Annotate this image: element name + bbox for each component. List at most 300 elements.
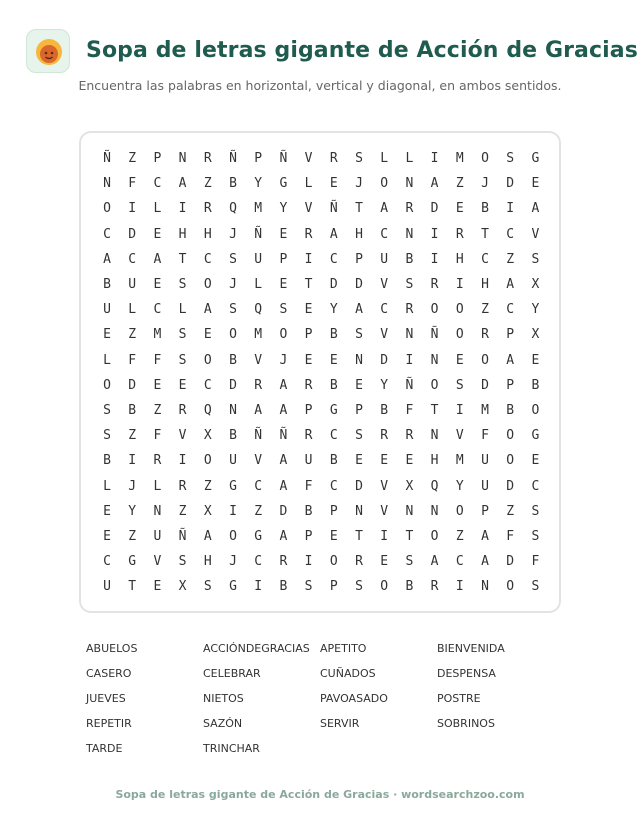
grid-cell: N — [178, 151, 187, 166]
grid-cell: I — [229, 503, 237, 519]
logo — [26, 29, 70, 73]
grid-cell: A — [279, 478, 288, 494]
grid-cell: I — [380, 529, 389, 544]
grid-cell: F — [153, 428, 162, 444]
grid-cell: B — [405, 579, 414, 595]
grid-cell: F — [506, 529, 515, 544]
grid-cell: U — [103, 302, 111, 318]
grid-cell: H — [481, 277, 489, 292]
grid-cell: T — [481, 226, 489, 242]
grid-cell: R — [430, 579, 439, 595]
grid-cell: R — [455, 226, 464, 242]
grid-cell: Q — [430, 478, 439, 494]
grid-cell: T — [405, 529, 414, 544]
grid-cell: B — [103, 453, 111, 469]
grid-cell: X — [531, 277, 540, 292]
grid-cell: O — [229, 327, 237, 343]
grid-cell: I — [178, 201, 187, 217]
grid-cell: B — [229, 428, 237, 444]
grid-cell: O — [506, 428, 515, 444]
grid-cell: O — [203, 277, 212, 292]
grid-cell: A — [481, 554, 489, 570]
grid-cell: E — [455, 352, 464, 368]
grid-cell: O — [430, 529, 439, 544]
grid-cell: P — [355, 251, 363, 267]
grid-cell: Y — [531, 302, 540, 318]
grid-cell: D — [506, 554, 515, 570]
grid-cell: Ñ — [229, 151, 237, 166]
grid-cell: O — [103, 377, 111, 393]
grid-cell: N — [430, 428, 439, 444]
grid-cell: G — [229, 579, 237, 595]
grid-cell: A — [329, 226, 338, 242]
grid-cell: V — [178, 428, 187, 444]
grid-cell: V — [455, 428, 464, 444]
grid-cell: F — [128, 352, 137, 368]
grid-cell: C — [128, 251, 137, 267]
grid-cell: D — [279, 503, 288, 519]
grid-cell: O — [455, 302, 464, 318]
grid-cell: B — [405, 251, 414, 267]
grid-cell: L — [153, 201, 162, 217]
grid-cell: C — [329, 251, 338, 267]
page-header — [0, 0, 640, 110]
grid-cell: S — [279, 302, 288, 318]
grid-cell: A — [355, 302, 363, 318]
grid-cell: N — [430, 503, 439, 519]
grid-cell: L — [380, 151, 389, 166]
grid-cell: P — [355, 403, 363, 418]
grid-cell: S — [178, 327, 187, 343]
grid-cell: H — [203, 554, 212, 570]
grid-cell: S — [506, 151, 515, 166]
grid-cell: T — [355, 201, 363, 217]
grid-cell: A — [430, 176, 439, 192]
grid-cell: E — [380, 453, 389, 469]
grid-cell: R — [178, 478, 187, 494]
grid-cell: X — [203, 503, 212, 519]
grid-cell: T — [304, 277, 313, 292]
grid-cell: R — [304, 428, 313, 444]
grid-cell: Q — [203, 403, 212, 418]
grid-cell: B — [128, 403, 137, 418]
grid-cell: U — [128, 277, 137, 292]
word-list-item: POSTRE — [437, 692, 481, 705]
grid-cell: L — [128, 302, 137, 318]
grid-cell: X — [405, 478, 414, 494]
grid-cell: S — [531, 251, 540, 267]
grid-cell: G — [531, 428, 540, 444]
word-list-item: ACCIÓNDEGRACIAS — [203, 642, 310, 655]
grid-cell: S — [203, 579, 212, 595]
word-list-item: TRINCHAR — [203, 742, 260, 755]
grid-cell: Z — [254, 503, 263, 519]
grid-cell: Z — [506, 251, 515, 267]
grid-cell: O — [203, 453, 212, 469]
grid-cell: Z — [128, 428, 137, 444]
grid-cell: P — [254, 151, 263, 166]
grid-cell: U — [481, 478, 489, 494]
grid-cell: O — [103, 201, 111, 217]
grid-cell: Q — [229, 201, 237, 217]
grid-cell: M — [455, 151, 464, 166]
grid-cell: S — [178, 277, 187, 292]
grid-cell: O — [329, 554, 338, 570]
grid-cell: Q — [254, 302, 263, 318]
grid-cell: O — [455, 327, 464, 343]
grid-cell: I — [128, 201, 137, 217]
grid-cell: P — [506, 327, 515, 343]
grid-cell: C — [153, 176, 162, 192]
grid-cell: S — [355, 579, 363, 595]
grid-cell: E — [380, 554, 389, 570]
grid-cell: D — [128, 226, 137, 242]
grid-cell: D — [430, 201, 439, 217]
grid-cell: G — [531, 151, 540, 166]
grid-cell: P — [329, 503, 338, 519]
grid-cell: H — [178, 226, 187, 242]
grid-cell: Ñ — [405, 377, 414, 393]
grid-cell: N — [481, 579, 489, 595]
grid-cell: O — [430, 302, 439, 318]
pumpkin-pie-face-icon — [33, 36, 65, 68]
grid-cell: I — [405, 352, 414, 368]
grid-cell: B — [103, 277, 111, 292]
grid-cell: F — [405, 403, 414, 418]
grid-cell: F — [153, 352, 162, 368]
page-footer: Sopa de letras gigante de Acción de Gracias · wordsearchzoo.com — [115, 788, 525, 801]
grid-cell: I — [430, 151, 439, 166]
grid-cell: Z — [153, 403, 162, 418]
page-subtitle: Encuentra las palabras en horizontal, vertical y diagonal, en ambos sentidos. — [78, 78, 562, 93]
grid-cell: N — [355, 503, 363, 519]
grid-cell: Y — [128, 503, 137, 519]
grid-cell: B — [380, 403, 389, 418]
grid-cell: E — [531, 352, 540, 368]
grid-cell: O — [380, 176, 389, 192]
grid-cell: O — [279, 327, 288, 343]
grid-cell: P — [329, 579, 338, 595]
grid-cell: H — [455, 251, 464, 267]
grid-cell: E — [153, 226, 162, 242]
grid-cell: O — [506, 579, 515, 595]
grid-cell: Z — [506, 503, 515, 519]
grid-cell: Ñ — [254, 428, 263, 444]
grid-cell: Z — [178, 503, 187, 519]
grid-cell: C — [455, 554, 464, 570]
grid-cell: P — [304, 529, 313, 544]
grid-cell: R — [203, 151, 212, 166]
grid-cell: E — [153, 277, 162, 292]
grid-cell: R — [380, 428, 389, 444]
grid-cell: R — [203, 201, 212, 217]
grid-cell: N — [103, 176, 111, 192]
grid-cell: F — [304, 478, 313, 494]
grid-cell: G — [254, 529, 263, 544]
grid-cell: A — [279, 453, 288, 469]
grid-cell: E — [103, 327, 111, 343]
word-list-item: CUÑADOS — [320, 667, 376, 680]
grid-cell: E — [329, 529, 338, 544]
grid-cell: Ñ — [103, 151, 111, 166]
grid-cell: V — [304, 201, 313, 217]
grid-cell: N — [430, 352, 439, 368]
grid-cell: J — [481, 176, 489, 192]
grid-cell: V — [531, 226, 540, 242]
grid-cell: B — [229, 352, 237, 368]
grid-cell: R — [178, 403, 187, 418]
grid-cell: Z — [128, 529, 137, 544]
grid-cell: R — [405, 201, 414, 217]
grid-cell: I — [430, 251, 439, 267]
grid-cell: R — [153, 453, 162, 469]
word-search-grid — [79, 131, 561, 613]
word-list-item: PAVOASADO — [320, 692, 388, 705]
grid-cell: A — [279, 529, 288, 544]
grid-cell: D — [355, 478, 363, 494]
grid-cell: T — [128, 579, 137, 595]
grid-cell: A — [153, 251, 162, 267]
grid-cell: C — [203, 377, 212, 393]
grid-cell: I — [455, 403, 464, 418]
grid-cell: S — [103, 428, 111, 444]
word-list-item: SERVIR — [320, 717, 360, 730]
grid-cell: O — [455, 503, 464, 519]
grid-cell: A — [506, 352, 515, 368]
grid-cell: R — [405, 302, 414, 318]
grid-cell: I — [304, 554, 313, 570]
grid-cell: C — [380, 226, 389, 242]
grid-cell: O — [506, 453, 515, 469]
grid-cell: Y — [380, 377, 389, 393]
grid-cell: V — [254, 352, 263, 368]
grid-cell: A — [279, 377, 288, 393]
grid-cell: F — [531, 554, 540, 570]
word-list-item: ABUELOS — [86, 642, 138, 655]
grid-cell: U — [304, 453, 313, 469]
grid-cell: V — [380, 478, 389, 494]
grid-cell: T — [430, 403, 439, 418]
grid-cell: V — [380, 327, 389, 343]
grid-cell: E — [103, 529, 111, 544]
word-list-item: SOBRINOS — [437, 717, 495, 730]
grid-cell: O — [203, 352, 212, 368]
grid-cell: R — [430, 277, 439, 292]
grid-cell: P — [506, 377, 515, 393]
grid-cell: N — [405, 176, 414, 192]
grid-cell: A — [178, 176, 187, 192]
grid-cell: I — [178, 453, 187, 469]
grid-cell: C — [506, 226, 515, 242]
grid-cell: Z — [455, 176, 464, 192]
grid-cell: Y — [329, 302, 338, 318]
grid-cell: L — [405, 151, 414, 166]
grid-cell: S — [531, 503, 540, 519]
grid-cell: R — [254, 377, 263, 393]
grid-cell: N — [405, 327, 414, 343]
grid-cell: Ñ — [254, 226, 263, 242]
grid-cell: R — [405, 428, 414, 444]
grid-cell: S — [531, 579, 540, 595]
grid-cell: X — [178, 579, 187, 595]
grid-cell: O — [380, 579, 389, 595]
grid-cell: S — [103, 403, 111, 418]
word-list-item: CELEBRAR — [203, 667, 261, 680]
grid-cell: S — [229, 302, 237, 318]
grid-cell: O — [481, 151, 489, 166]
grid-cell: U — [254, 251, 263, 267]
grid-cell: C — [254, 554, 263, 570]
grid-cell: C — [329, 478, 338, 494]
grid-cell: B — [229, 176, 237, 192]
grid-cell: B — [279, 579, 288, 595]
grid-cell: H — [355, 226, 363, 242]
grid-cell: S — [304, 579, 313, 595]
grid-cell: D — [329, 277, 338, 292]
grid-cell: A — [481, 529, 489, 544]
grid-cell: B — [481, 201, 489, 217]
grid-cell: N — [405, 226, 414, 242]
grid-cell: P — [304, 403, 313, 418]
grid-cell: E — [329, 176, 338, 192]
grid-cell: U — [103, 579, 111, 595]
grid-cell: Z — [128, 327, 137, 343]
grid-cell: E — [531, 453, 540, 469]
grid-cell: I — [304, 251, 313, 267]
grid-cell: O — [531, 403, 540, 418]
grid-cell: Y — [279, 201, 288, 217]
grid-cell: P — [304, 327, 313, 343]
grid-cell: R — [329, 151, 338, 166]
grid-cell: Z — [203, 176, 212, 192]
grid-cell: C — [531, 478, 540, 494]
grid-cell: X — [531, 327, 540, 343]
grid-cell: M — [153, 327, 162, 343]
grid-cell: E — [531, 176, 540, 192]
grid-cell: E — [355, 453, 363, 469]
grid-cell: N — [229, 403, 237, 418]
grid-cell: S — [355, 151, 363, 166]
grid-cell: P — [279, 251, 288, 267]
grid-cell: C — [103, 554, 111, 570]
grid-cell: Ñ — [430, 327, 439, 343]
grid-cell: I — [430, 226, 439, 242]
grid-cell: S — [178, 352, 187, 368]
grid-cell: R — [481, 327, 489, 343]
grid-cell: S — [455, 377, 464, 393]
grid-cell: A — [279, 403, 288, 418]
grid-cell: C — [254, 478, 263, 494]
grid-cell: I — [128, 453, 137, 469]
grid-cell: E — [355, 377, 363, 393]
grid-cell: B — [531, 377, 540, 393]
grid-cell: O — [430, 377, 439, 393]
grid-cell: I — [455, 277, 464, 292]
grid-cell: B — [329, 327, 338, 343]
grid-cell: J — [229, 277, 237, 292]
grid-cell: B — [329, 377, 338, 393]
grid-cell: M — [254, 201, 263, 217]
grid-cell: S — [531, 529, 540, 544]
grid-cell: U — [229, 453, 237, 469]
grid-cell: Y — [455, 478, 464, 494]
grid-cell: T — [355, 529, 363, 544]
grid-cell: E — [153, 579, 162, 595]
grid-cell: E — [304, 302, 313, 318]
grid-cell: S — [229, 251, 237, 267]
grid-cell: L — [254, 277, 263, 292]
grid-cell: C — [380, 302, 389, 318]
grid-cell: Ñ — [279, 151, 288, 166]
grid-cell: G — [128, 554, 137, 570]
word-list-item: NIETOS — [203, 692, 244, 705]
grid-cell: J — [229, 554, 237, 570]
grid-cell: N — [153, 503, 162, 519]
grid-cell: C — [329, 428, 338, 444]
grid-cell: J — [128, 478, 137, 494]
grid-cell: N — [355, 352, 363, 368]
grid-cell: F — [128, 176, 137, 192]
grid-cell: V — [380, 503, 389, 519]
grid-cell: V — [380, 277, 389, 292]
grid-cell: V — [304, 151, 313, 166]
grid-cell: M — [455, 453, 464, 469]
grid-cell: A — [380, 201, 389, 217]
grid-cell: S — [355, 327, 363, 343]
grid-cell: L — [178, 302, 187, 318]
grid-cell: I — [455, 579, 464, 595]
grid-cell: O — [481, 352, 489, 368]
grid-cell: D — [355, 277, 363, 292]
grid-cell: P — [481, 503, 489, 519]
grid-cell: R — [279, 554, 288, 570]
grid-cell: Z — [481, 302, 489, 318]
grid-cell: Z — [455, 529, 464, 544]
grid-cell: A — [506, 277, 515, 292]
grid-cell: H — [203, 226, 212, 242]
grid-cell: J — [229, 226, 237, 242]
word-list-item: TARDE — [86, 742, 123, 755]
grid-cell: R — [304, 377, 313, 393]
grid-cell: X — [203, 428, 212, 444]
grid-cell: E — [203, 327, 212, 343]
grid-cell: P — [153, 151, 162, 166]
grid-cell: G — [229, 478, 237, 494]
grid-cell: R — [355, 554, 363, 570]
grid-cell: M — [254, 327, 263, 343]
grid-cell: D — [380, 352, 389, 368]
grid-cell: T — [178, 251, 187, 267]
grid-cell: Z — [203, 478, 212, 494]
word-list-item: SAZÓN — [203, 717, 243, 730]
grid-cell: Z — [128, 151, 137, 166]
grid-cell: Ñ — [178, 529, 187, 544]
grid-cell: E — [279, 277, 288, 292]
grid-cell: D — [229, 377, 237, 393]
grid-cell: E — [178, 377, 187, 393]
grid-cell: A — [203, 529, 212, 544]
grid-cell: S — [355, 428, 363, 444]
grid-cell: C — [203, 251, 212, 267]
grid-cell: I — [506, 201, 515, 217]
word-list-item: CASERO — [86, 667, 132, 680]
grid-cell: Ñ — [329, 201, 338, 217]
grid-cell: D — [506, 176, 515, 192]
page-title: Sopa de letras gigante de Acción de Gracias — [86, 38, 638, 63]
grid-cell: Y — [254, 176, 263, 192]
grid-cell: L — [103, 478, 111, 494]
grid-cell: A — [254, 403, 263, 418]
